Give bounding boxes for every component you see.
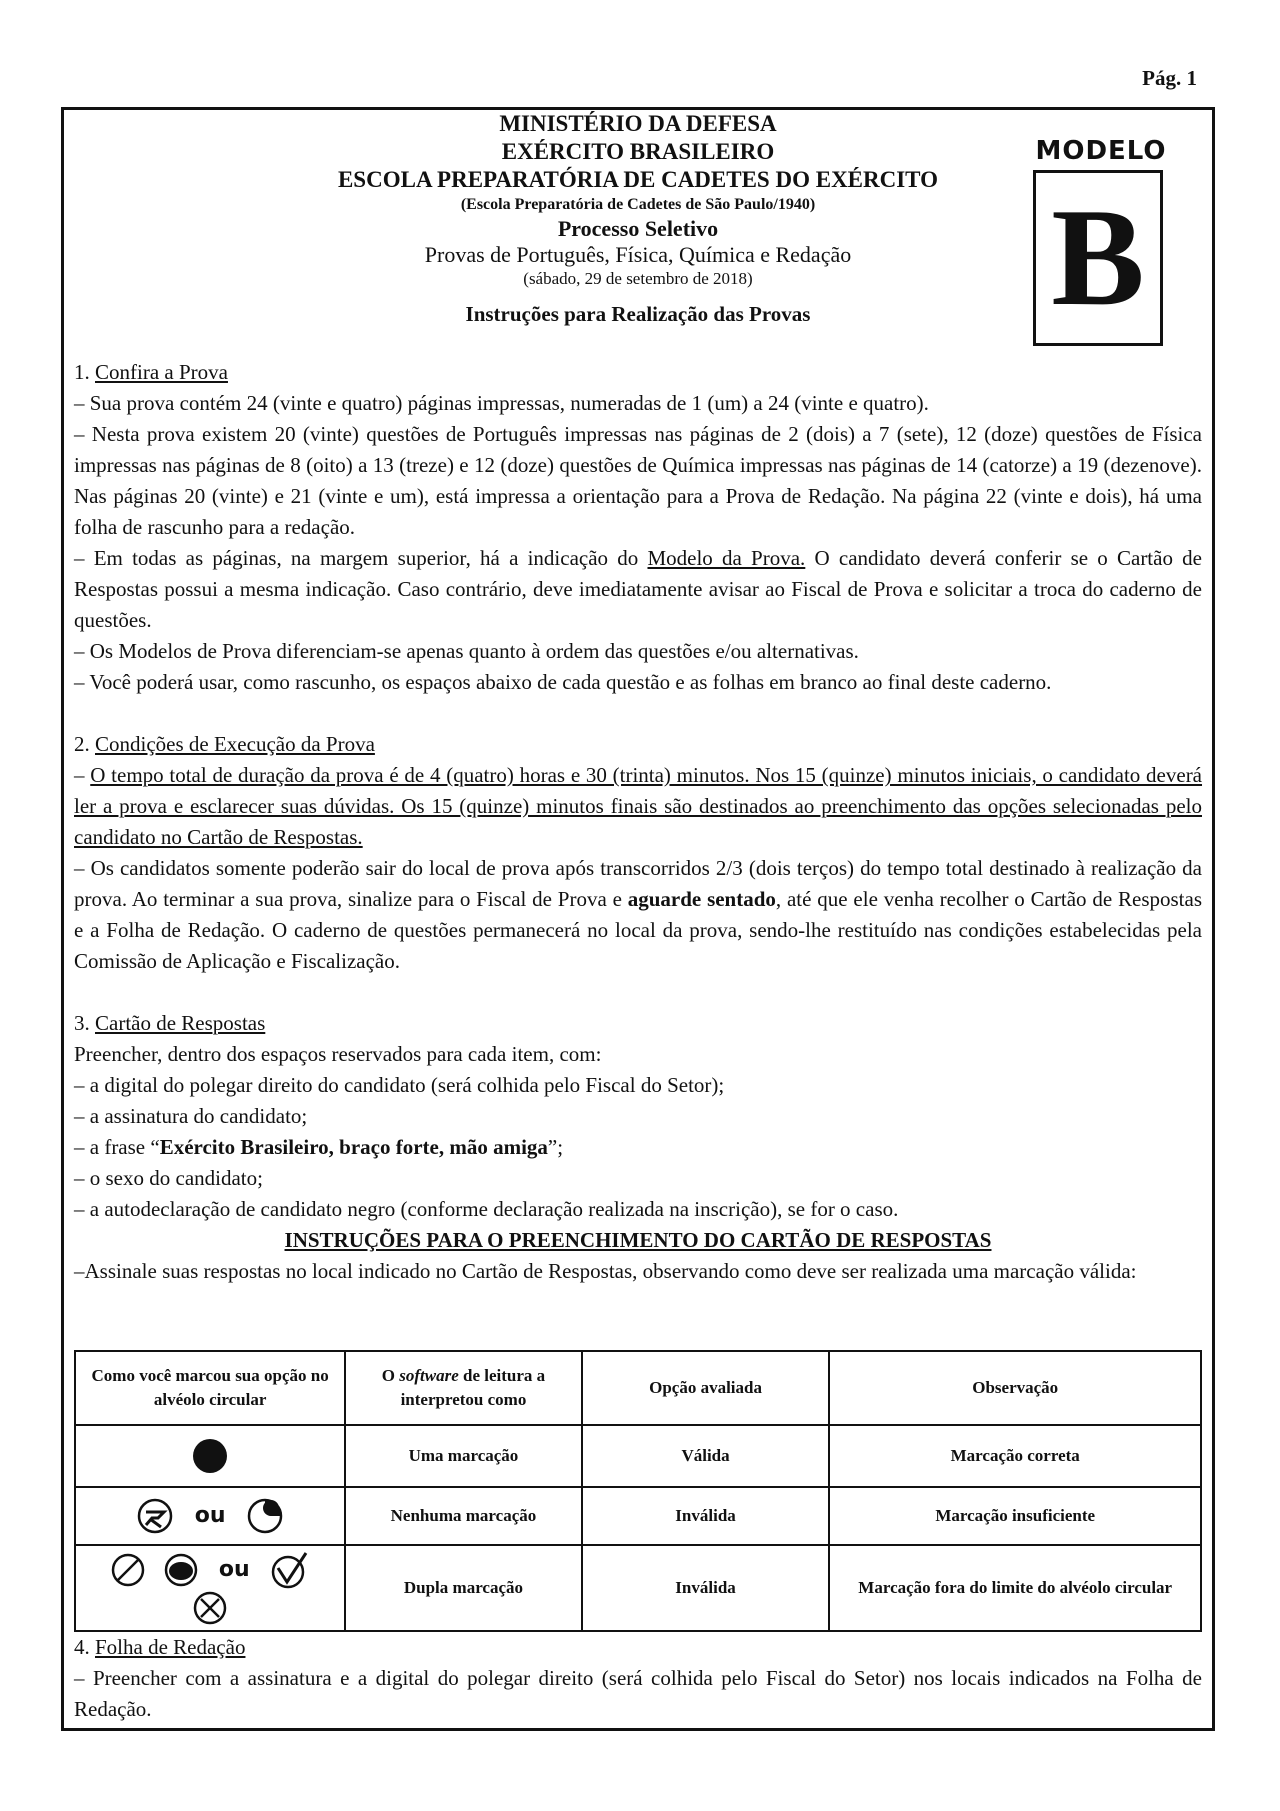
table-row [75,1545,1201,1631]
section-3-title: Cartão de Respostas [95,1011,266,1035]
table-header-interpreted-software: software [399,1366,459,1385]
mark-examples-valid [75,1425,345,1487]
section-3-item-3-b: ”; [547,1135,564,1159]
document-frame [61,107,1215,1731]
slashed-circle-icon [110,1552,146,1588]
modelo-label: MODELO [1035,136,1167,166]
section-3-item-4: – o sexo do candidato; [74,1166,263,1190]
x-circle-icon [192,1590,228,1626]
modelo-badge [1033,136,1169,346]
mark-examples-double [75,1545,345,1631]
header-school: ESCOLA PREPARATÓRIA DE CADETES DO EXÉRCITO [337,167,939,192]
section-1-p5: – Você poderá usar, como rascunho, os espaços abaixo de cada questão e as folhas em branco ao final deste caderno. [74,670,1052,694]
section-2-p1-text: O tempo total de duração da prova é de 4 (quatro) horas e 30 (trinta) minutos. Nos 15 (quinze) minutos iniciais, o candidato deverá ler a prova e esclarecer suas dúvidas. Os 15 (quinze) minutos finais são destinados ao preenchimento das opções selecionadas pelo candidato no Cartão de Respostas. [74,763,1203,849]
fill-instructions-title: INSTRUÇÕES PARA O PREENCHIMENTO DO CARTÃO DE RESPOSTAS [284,1228,992,1252]
or-word: ou [218,1557,250,1582]
row-evaluation: Inválida [582,1487,830,1545]
section-3-intro: Preencher, dentro dos espaços reservados para cada item, com: [74,1042,602,1066]
header-process: Processo Seletivo [557,216,719,241]
filled-circle-icon [191,1437,229,1475]
row-interpretation: Dupla marcação [345,1545,581,1631]
section-2-p1-dash: – [74,763,91,787]
section-1-title: Confira a Prova [95,360,228,384]
modelo-box [1033,170,1163,346]
section-1-p2: – Nesta prova existem 20 (vinte) questões de Português impressas nas páginas de 2 (dois) a 7 (sete), 12 (doze) questões de Física impressas nas páginas de 8 (oito) a 13 (treze) e 12 (doze) questões de Química impressas nas páginas de 14 (catorze) a 19 (dezenove). Nas páginas 20 (vinte) e 21 (vinte e um), está impressa a orientação para a Prova de Redação. Na página 22 (vinte e dois), há uma folha de rascunho para a redação. [74,422,1202,539]
mark-examples-insufficient [75,1487,345,1545]
section-3-item-3 [74,1132,1202,1163]
row-observation: Marcação fora do limite do alvéolo circular [829,1545,1201,1631]
section-3-number: 3. [74,1011,95,1035]
table-header-observation: Observação [829,1351,1201,1425]
or-word: ou [194,1503,226,1528]
table-header-interpreted-a: O [381,1366,400,1385]
partial-scribble-circle-icon [136,1497,174,1535]
section-1-p3 [74,543,1202,636]
section-3-item-3-motto: Exército Brasileiro, braço forte, mão amiga [159,1135,548,1159]
section-2-p2-a: – Os candidatos somente poderão sair do local de prova após transcorridos 2/3 (dois terços) do tempo total destinado à realização da prova. Ao terminar a sua prova, sinalize para o Fiscal de Prova e [74,856,1202,911]
partially-filled-circle-icon [246,1497,284,1535]
header-school-subtitle: (Escola Preparatória de Cadetes de São Paulo/1940) [460,196,816,213]
header-date: (sábado, 29 de setembro de 2018) [523,269,753,288]
section-1-p3-modelo: Modelo da Prova. [647,546,806,570]
header-subjects: Provas de Português, Física, Química e Redação [424,242,852,267]
section-2-p1 [74,760,1202,853]
page-number: Pág. 1 [1142,66,1197,90]
oversized-mark-circle-icon [163,1552,199,1588]
section-1-heading [74,357,1202,388]
section-1-number: 1. [74,360,95,384]
section-1-p4: – Os Modelos de Prova diferenciam-se apenas quanto à ordem das questões e/ou alternativas. [74,639,859,663]
fill-instructions-text: –Assinale suas respostas no local indicado no Cartão de Respostas, observando como deve ser realizada uma marcação válida: [74,1259,1137,1283]
section-2-p2-bold: aguarde sentado [627,887,776,911]
section-3-item-1: – a digital do polegar direito do candidato (será colhida pelo Fiscal do Setor); [74,1073,725,1097]
row-evaluation: Válida [582,1425,830,1487]
section-2-title: Condições de Execução da Prova [95,732,375,756]
section-1-p1: – Sua prova contém 24 (vinte e quatro) páginas impressas, numeradas de 1 (um) a 24 (vinte e quatro). [74,391,929,415]
section-4-number: 4. [74,1635,95,1659]
section-3-item-3-a: – a frase “ [74,1135,160,1159]
section-3-item-2: – a assinatura do candidato; [74,1104,308,1128]
section-4 [74,1632,1202,1725]
table-header-evaluated: Opção avaliada [582,1351,830,1425]
section-2-number: 2. [74,732,95,756]
row-interpretation: Nenhuma marcação [345,1487,581,1545]
section-2-p2 [74,853,1202,977]
table-header-interpreted [345,1351,581,1425]
section-4-heading [74,1632,1202,1663]
table-header-interpreted-b: de leitura a interpretou como [400,1366,546,1409]
section-4-title: Folha de Redação [95,1635,246,1659]
instructions-title: Instruções para Realização das Provas [465,302,811,326]
section-4-p1: – Preencher com a assinatura e a digital do polegar direito (será colhida pelo Fiscal do Setor) nos locais indicados na Folha de Redação. [74,1666,1202,1721]
header-ministry: MINISTÉRIO DA DEFESA [499,111,777,136]
row-evaluation: Inválida [582,1545,830,1631]
row-observation: Marcação insuficiente [829,1487,1201,1545]
table-row [75,1425,1201,1487]
answer-marking-table [74,1350,1202,1632]
table-row [75,1487,1201,1545]
section-1-p3-a: – Em todas as páginas, na margem superior, há a indicação do [74,546,648,570]
section-1-p3-b: O candidato deverá conferir se o Cartão de Respostas possui a mesma indicação. Caso contrário, deve imediatamente avisar ao Fiscal de Prova e solicitar a troca do caderno de questões. [74,546,1202,632]
checkmark-circle-icon [270,1550,310,1590]
instructions-body [74,357,1202,1287]
header-army: EXÉRCITO BRASILEIRO [501,139,775,164]
row-observation: Marcação correta [829,1425,1201,1487]
section-2-heading [74,729,1202,760]
section-3-heading [74,1008,1202,1039]
modelo-letter: B [1051,180,1145,335]
row-interpretation: Uma marcação [345,1425,581,1487]
table-header-marked: Como você marcou sua opção no alvéolo circular [75,1351,345,1425]
section-2-p2-b: , até que ele venha recolher o Cartão de Respostas e a Folha de Redação. O caderno de questões permanecerá no local da prova, sendo-lhe restituído nas condições estabelecidas pela Comissão de Aplicação e Fiscalização. [74,887,1202,973]
section-3-item-5: – a autodeclaração de candidato negro (conforme declaração realizada na inscrição), se for o caso. [74,1197,899,1221]
